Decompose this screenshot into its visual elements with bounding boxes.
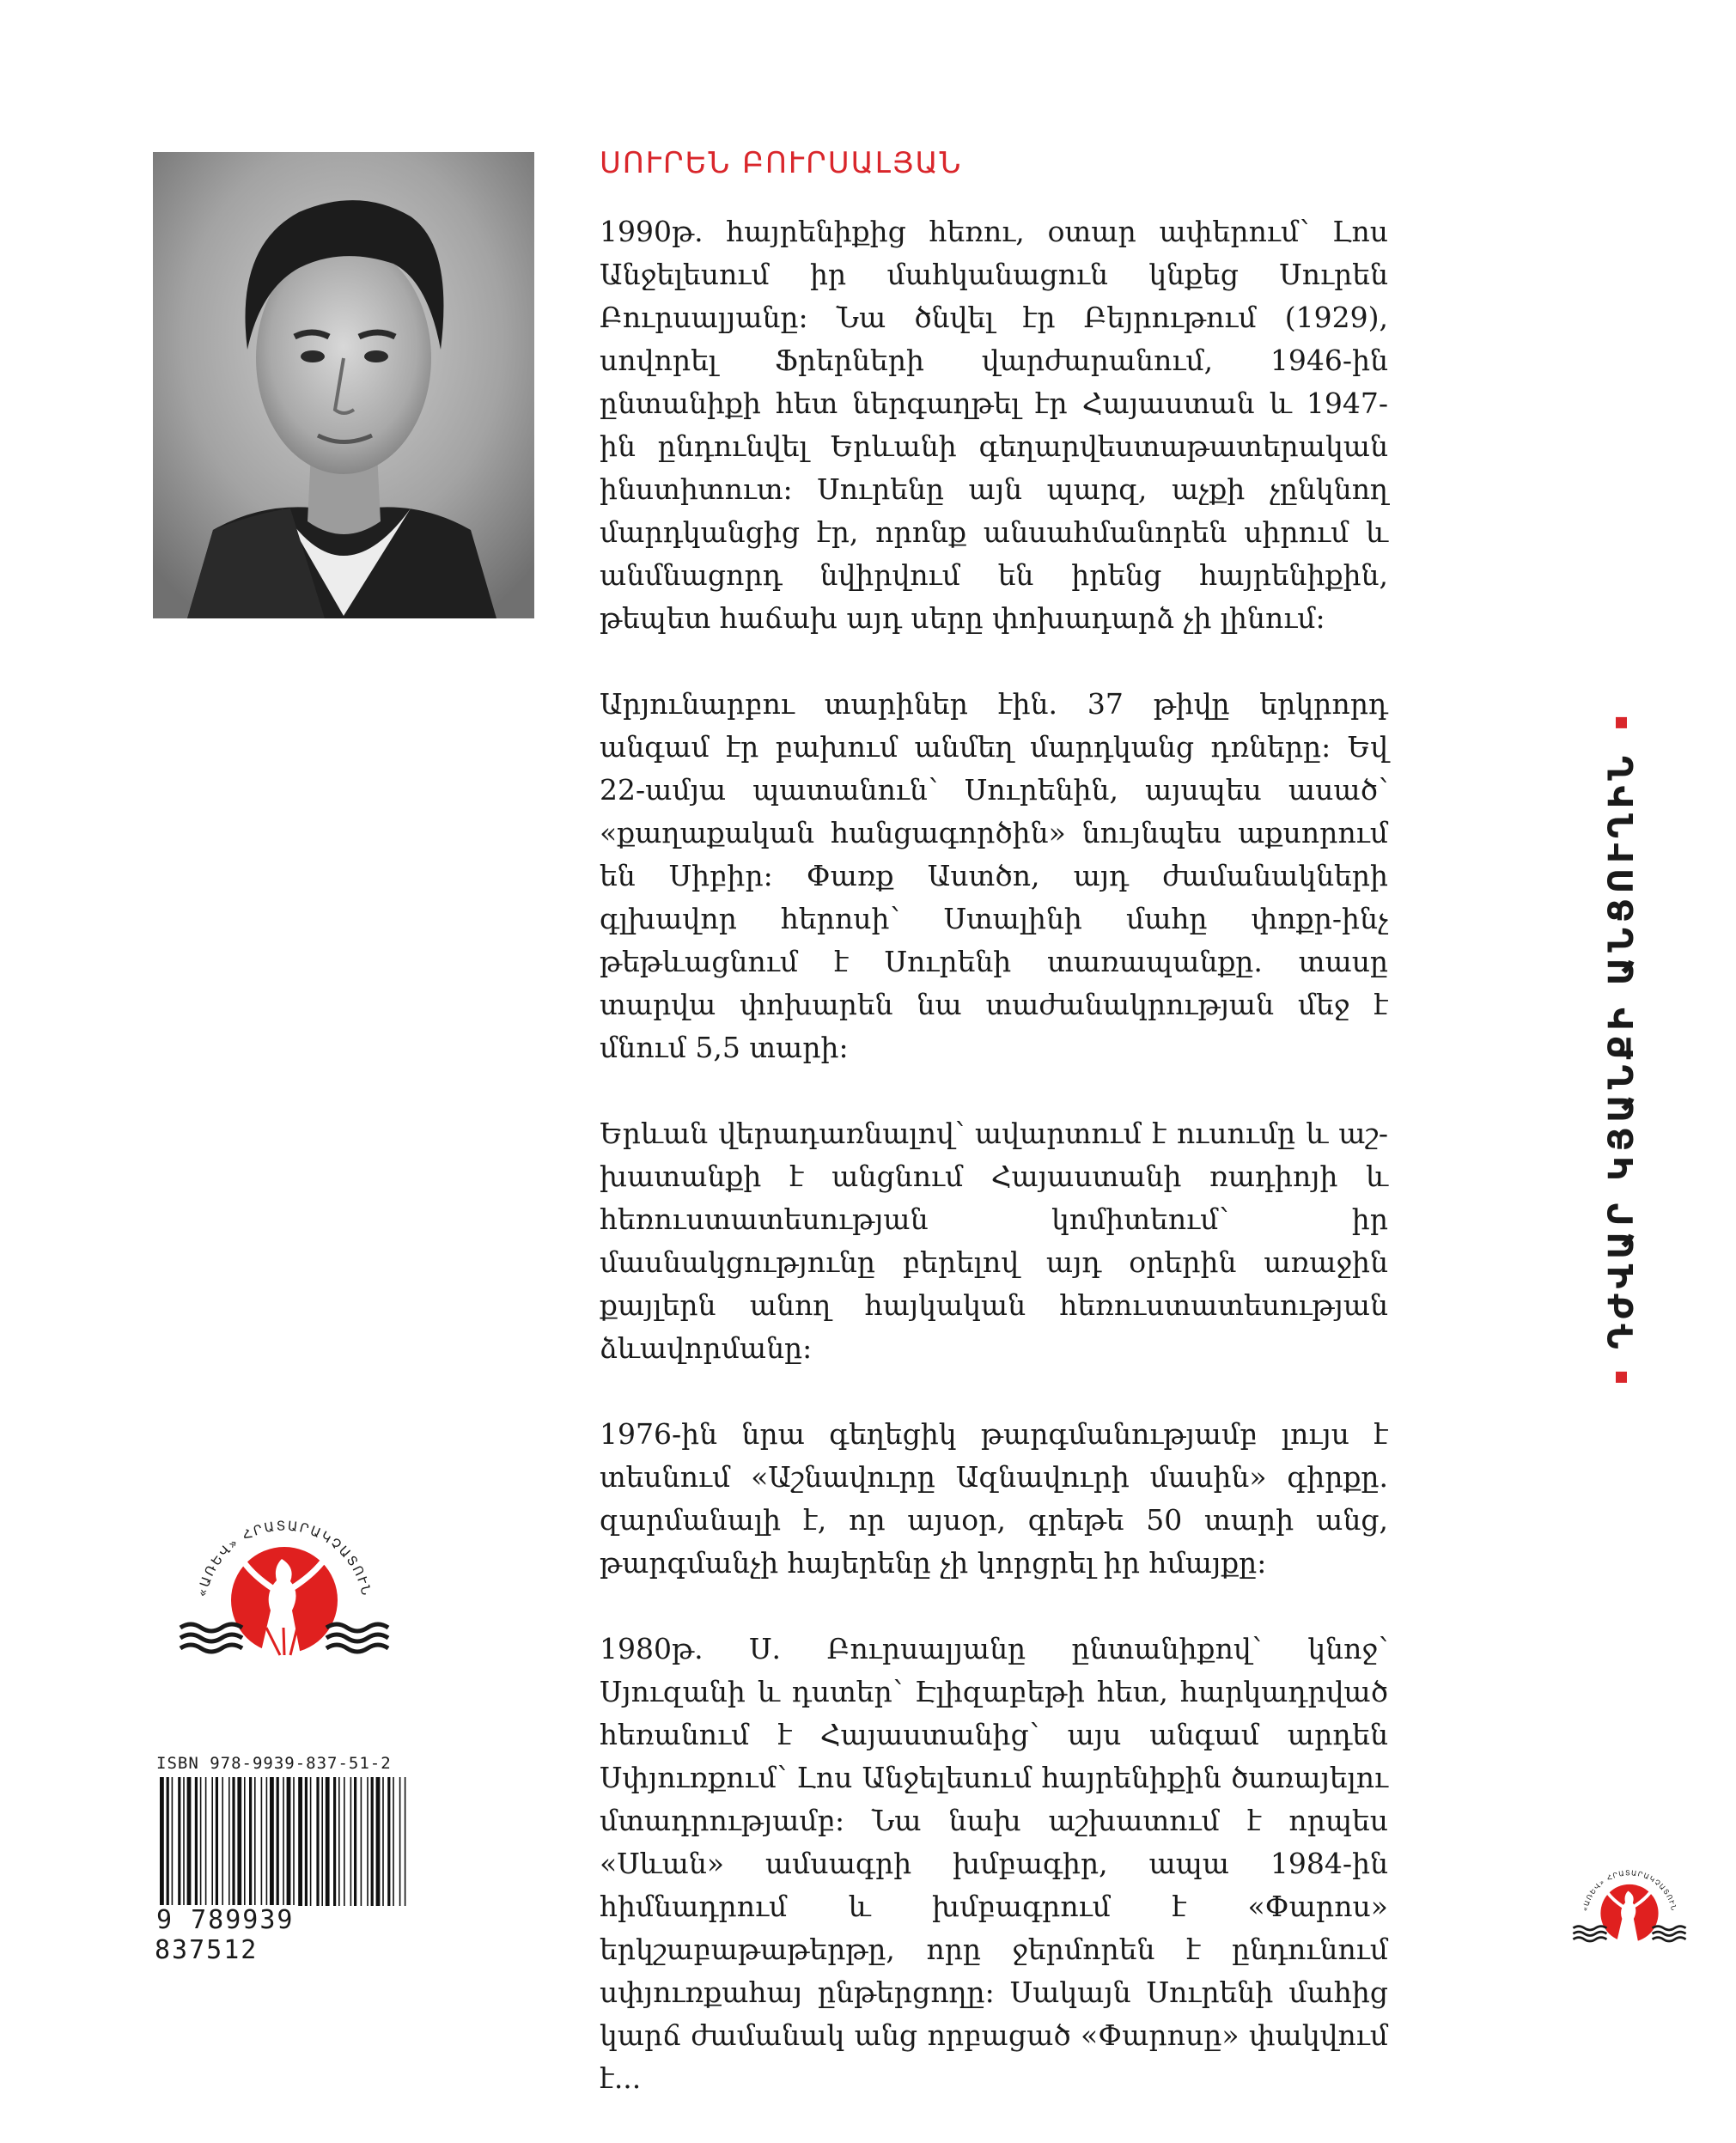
barcode-bar <box>222 1777 223 1906</box>
barcode-bar <box>405 1777 406 1906</box>
barcode-bar <box>172 1777 174 1906</box>
barcode-bar <box>350 1777 352 1906</box>
author-portrait-photo <box>153 152 534 618</box>
red-square-marker <box>1617 717 1628 728</box>
barcode-bar <box>344 1777 345 1906</box>
portrait-photo-icon <box>153 152 534 618</box>
barcode-bar <box>293 1777 295 1906</box>
barcode-number: 9 789939 837512 <box>155 1905 295 1965</box>
barcode-bar <box>310 1777 312 1906</box>
barcode-bar <box>354 1777 356 1906</box>
spine-title-block <box>1593 640 1650 1460</box>
barcode-bar <box>187 1777 192 1906</box>
biography-text <box>600 210 1388 2143</box>
publisher-logo-small-text: «ԱՌԵՎ» ՀՐԱՏԱՐԱԿՉԱՏՈՒՆ <box>1580 1868 1679 1913</box>
barcode-bar <box>361 1777 362 1906</box>
red-square-marker <box>1617 1372 1628 1383</box>
barcode-bar <box>178 1777 180 1906</box>
spine-title: ԴԺՎԱՐ ԿՅԱՆՔԻ ԱՆՑՈՒՂԻՆ <box>1602 751 1642 1349</box>
barcode-bar <box>393 1777 394 1906</box>
isbn-label: ISBN 978-9939-837-51-2 <box>156 1754 392 1773</box>
biography-paragraph: 1976-ին նրա գեղեցիկ թարգմանությամբ լույս է տեսնում «Աշնավուրը Ազնավուրի մասին» գիրքը. զարմանալի է, որ այսօր, գրեթե 50 տարի անց, թարգմանչի հայերենը չի կորցրել իր հմայքը: <box>600 1417 1388 1580</box>
barcode-bar <box>298 1777 302 1906</box>
barcode-bar <box>205 1777 207 1906</box>
barcode-bar <box>283 1777 284 1906</box>
barcode-bar <box>321 1777 323 1906</box>
barcode-bar <box>399 1777 401 1906</box>
barcode-bar <box>237 1777 241 1906</box>
barcode-bar <box>261 1777 263 1906</box>
barcode-bar <box>266 1777 268 1906</box>
barcode-bar <box>232 1777 235 1906</box>
biography-paragraph: 1990թ. հայրենիքից հեռու, օտար ափերում՝ Լոս Անջելեսում իր մահկանացուն կնքեց Սուրեն Բուրսալյանը: Նա ծնվել էր Բեյրութում (1929), սովորել Ֆրերների վարժարանում, 1946-ին ընտանիքի հետ ներգաղթել էր Հայաստան և 1947-ին ընդունվել Երևանի գեղարվեստաթատերական ինստիտուտ: Սուրենը այն պարզ, աչքի չընկնող մարդկանցից էր, որոնք անսահմանորեն սիրում և անմնացորդ նվիրվում են իրենց հայրենիքին, թեպետ հաճախ այդ սերը փոխադարձ չի լինում: <box>600 215 1388 635</box>
barcode-bar <box>371 1777 374 1906</box>
barcode-bar <box>287 1777 291 1906</box>
barcode-bar <box>326 1777 330 1906</box>
biography-paragraph: Երևան վերադառնալով՝ ավարտում է ուսումը և աշխատանքի է անցնում Հայաստանի ռադիոյի և հեռուստատեսության կոմիտեում՝ իր մասնակցությունը բերելով այդ օրերին առաջին քայլերն անող հայկական հեռուստատեսության ձևավորմանը: <box>600 1117 1388 1365</box>
barcode-bar <box>160 1777 164 1906</box>
barcode-digits <box>155 1905 412 1965</box>
barcode-bar <box>376 1777 381 1906</box>
publisher-logo-icon <box>172 1499 397 1662</box>
barcode-bar <box>305 1777 308 1906</box>
barcode-bar <box>270 1777 274 1906</box>
barcode-bar <box>167 1777 169 1906</box>
barcode-bar <box>316 1777 319 1906</box>
barcode-bar <box>387 1777 390 1906</box>
barcode-bar <box>277 1777 279 1906</box>
publisher-logo-small-icon <box>1568 1855 1690 1950</box>
biography-paragraph: Արյունարբու տարիներ էին. 37 թիվը երկրորդ անգամ էր բախում անմեղ մարդկանց դռները: Եվ 22-ամյա պատանուն՝ Սուրենին, այսպես ասած՝ «քաղաքական հանցագործին» նույնպես աքսորում են Սիբիր: Փառք Աստծո, այդ ժամանակների գլխավոր հերոսի՝ Ստալինի մահը փոքր-ինչ թեթևացնում է Սուրենի տառապանքը. տասը տարվա փոխարեն նա տաժանակրության մեջ է մնում 5,5 տարի: <box>600 687 1388 1064</box>
author-name: ՍՈՒՐԵՆ ԲՈՒՐՍԱԼՅԱՆ <box>600 146 963 180</box>
barcode-bar <box>244 1777 246 1906</box>
barcode-bar <box>228 1777 230 1906</box>
barcode-bar <box>249 1777 252 1906</box>
barcode-bar <box>367 1777 369 1906</box>
barcode-bar <box>195 1777 198 1906</box>
barcode-bar <box>254 1777 256 1906</box>
barcode-bar <box>200 1777 202 1906</box>
barcode-bar <box>382 1777 384 1906</box>
publisher-logo-text: «ԱՌԵՎ» ՀՐԱՏԱՐԱԿՉԱՏՈՒՆ <box>194 1518 375 1598</box>
barcode-bar <box>211 1777 213 1906</box>
barcode-bar <box>333 1777 336 1906</box>
barcode-bar <box>183 1777 185 1906</box>
barcode-bar <box>216 1777 218 1906</box>
barcode-bar <box>338 1777 340 1906</box>
biography-paragraph: 1980թ. Ս. Բուրսալյանը ընտանիքով՝ կնոջ՝ Սյուզանի և դստեր՝ Էլիզաբեթի հետ, հարկադրված հեռանում է Հայաստանից՝ այս անգամ արդեն Սփյուռքում՝ Լոս Անջելեսում հայրենիքին ծառայելու մտադրությամբ: Նա նախ աշխատում է որպես «Սևան» ամսագրի խմբագիր, ապա 1984-ին հիմնադրում և խմբագրում է «Փարոս» երկշաբաթաթերթը, որը ջերմորեն է ընդունում սփյուռքահայ ընթերցողը: Սակայն Սուրենի մահից կարճ ժամանակ անց որբացած «Փարոսը» փակվում է... <box>600 1632 1388 2095</box>
